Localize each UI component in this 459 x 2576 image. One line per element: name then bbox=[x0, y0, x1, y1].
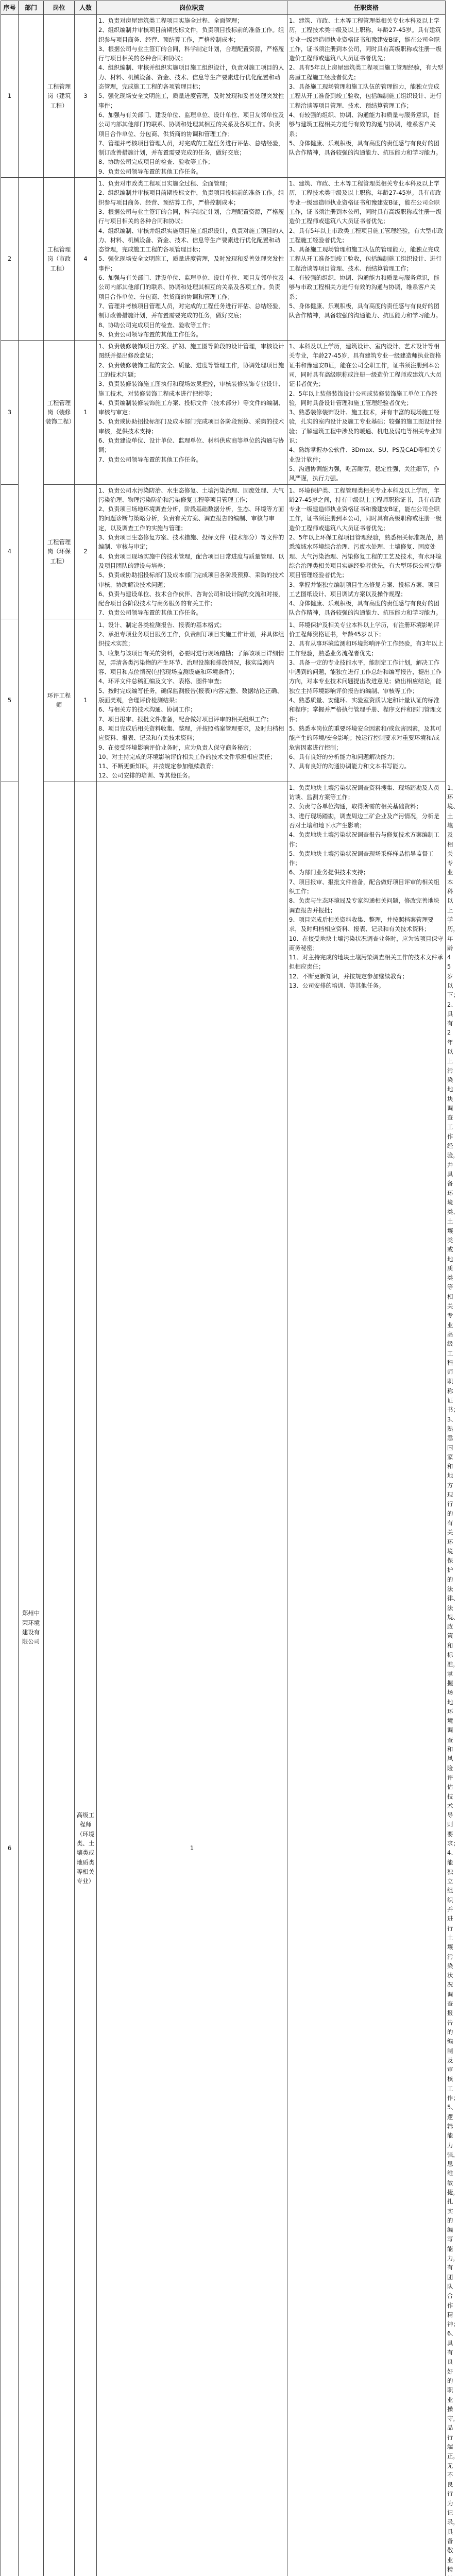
row-seq: 1 bbox=[1, 15, 19, 178]
row-req: 1、环境保护及相关专业本科以上学历，有注册环境影响评价工程师资格证书，年龄45岁以下； 2、具有从事环境监测和环境影响评价工作经验，有3年以上工作经验，熟悉业务流程者优先； 3、具备一定的专业技能水平，能制定工作计划，解决工作中遇到的问题，能独立进行工作总结和编写报告，提出工作方向，对本专业技术问题提出改进意见；做出相应结论，能独立主持环境影响评价报告的编制、审核等工作； 4、熟悉质量、安健环、实验室资质认定和计量认证的标准和程序；掌握并严格执行管理手册、程序文件和部门管理文件； 5、熟悉本岗位的重要环境安全因素和/或危害因素，及其可能产生的环境/安全影响；按运行控制要求对重要环境和/或危害因素进行控制； 6、具有良好的分析能力和问题解决能力； 7、具有良好的沟通协调能力和文本书写能力。 bbox=[287, 619, 446, 782]
row-post: 环评工程师 bbox=[44, 619, 75, 782]
row-count: 1 bbox=[75, 619, 97, 782]
row-seq: 3 bbox=[1, 341, 19, 484]
table-row bbox=[1, 619, 446, 782]
row-duty: 1、负责对房屋建筑类工程项目实施全过程、全面管理； 2、组织编制并审核项目前期投标文件，负责项目投标前的准备工作。组织参与项目商务、经营、预结算工作，严格控制成本； 3、根据公司与业主签订的合同，科学制定计划，合理配置资源，严格履行与项目相关的各种合同和协议； 4、组织编制、审核并组织实施项目施工组织设计，负责对施工项目的人力、材料、机械设备、资金、技术、信息等生产要素进行优化配置和动态管理，完成施工工程的各项管理目标； 5、强化现场安全文明施工，质量进度管理，及时发现和妥善处理突发性事件； 6、加强与有关部门、建设单位、监理单位、设计单位、项目友邻单位及公司内部其他部门的联系、协调和处理其相互的关系及各项工作。负责项目合作单位、分包商、供货商的协调和管理工作； 7、管理并考核项目管理人员，对完成的工程任务进行评估、总结经验，制订改善措施计划，并布置需要完成的任务，做好交底； 8、协助公司完成项目的检查、验收等工作； 9、负责公司领导布置的其他工作任务。 bbox=[97, 15, 287, 178]
row-dept bbox=[19, 178, 44, 341]
table-row bbox=[1, 341, 446, 484]
header-seq: 序号 bbox=[1, 1, 19, 15]
row-count: 4 bbox=[75, 178, 97, 341]
header-dept: 部门 bbox=[19, 1, 44, 15]
header-req: 任职资格 bbox=[287, 1, 446, 15]
department-name: 郑州中荣环境建设有限公司 bbox=[19, 341, 44, 2576]
row-post: 工程管理岗（环保工程） bbox=[44, 484, 75, 619]
row-post: 工程管理岗（建筑工程） bbox=[44, 15, 75, 178]
row-post: 高级工程师（环境类、土壤类或地质类等相关专业） bbox=[75, 782, 97, 2576]
row-post: 工程管理岗（装修装饰工程） bbox=[44, 341, 75, 484]
table-row bbox=[1, 178, 446, 341]
table-row bbox=[1, 484, 446, 619]
row-duty: 1、负责装修装饰项目方案、扩初、施工图等阶段的设计管理，审核设计图纸并提出修改意见； 2、负责装修装饰工程的安全、质量、进度等管理工作，协调处理项目施工的技术问题； 3、负责装修装饰施工图执行和现场效果把控，审核装修装饰专业设计、施工技术，对装修装饰工程成本进行把控等； 4、负责编制装修装饰施工方案、投标文件（技术部分）等文件的编制、审核与审定； 5、负责或协助招投标部门及成本部门完成项目各阶段预算、采购的技术审核，提供技术支持； 6、负责建设单位、设计单位、监理单位、材料供应商等单位的沟通与协调； 7、负责公司领导布置的其他工作任务。 bbox=[97, 341, 287, 484]
table-row: 6 高级工程师（环境类、土壤类或地质类等相关专业） 1 1、负责地块土壤污染状况调查资料搜集、现场踏勘及人员访谈、监测方案等工作； 2、负责与各单位沟通，取得所需的相关基础资料； 3、进行现场踏勘，调查周边工矿企业及产污情况，分析是否对土壤和地下水产生影响； 4、负责地块土壤污染状况调查报告与修复技术方案编制工作； 5、负责地块土壤污染状况调查现场采样样品指导监督工作； 6、为部门业务提供技术支持； 7、项目报审、报批文件准备，配合做好项目评审的相关组织工作； 8、负责与生态环境局及专家沟通相关问题，修改完善地块调查报告并报批； 9、项目完成后相关资料收集、整理，并按照档案管理要求，及时归档相应资料、报表、记录和有关技术资料； 10、在接受地块土壤污染状况调查业务时，应为该项目保守商务秘密； 11、对主持完成的地块土壤污染调查相关工作的技术文件承担相应责任； 12、不断更新知识，并按规定参加继续教育； 13、公司安排的培训、等其他任务。 1、环境、土壤及相关专业本科以上学历，年龄45岁以下； 2、具有2年以上污染地块调查工作经验，并具备环境类、土壤类或地质类等相关专业高级工程师职称证书； 3、熟悉国家和地方现行的有关环境保护的法律、法规、政策和标准，掌握场地环境调查和风险评估技术导则要求； 4、能独立组织并进行土壤污染状况调查报告的编制及审核工作； 5、逻辑能力强，思维敏捷，扎实的编写能力，有团队合作精神； 6、具有良好的职业操守，品行端正，无不良行为记录，具备敬业精 bbox=[1, 782, 446, 2576]
row-count: 1 bbox=[75, 341, 97, 484]
row-seq: 5 bbox=[1, 619, 19, 782]
row-seq: 2 bbox=[1, 178, 19, 341]
row-duty: 1、负责对市政类工程项目实施全过程、全面管理； 2、组织编制并审核项目前期投标文件，负责项目投标前的准备工作。组织参与项目商务、经营、预结算工作，严格控制成本； 3、根据公司与业主签订的合同，科学制定计划，合理配置资源，严格履行与项目相关的各种合同和协议； 4、组织编制、审核并组织实施项目施工组织设计，负责对施工项目的人力、材料、机械设备、资金、技术、信息等生产要素进行优化配置和动态管理，完成施工工程的各项管理目标； 5、强化现场安全文明施工，质量进度管理，及时发现和妥善处理突发性事件； 6、加强与有关部门、建设单位、监理单位、设计单位、项目友邻单位及公司内部其他部门的联系、协调和处理其相互的关系及各项工作。负责项目合作单位、分包商、供货商的协调和管理工作； 7、管理并考核项目管理人员，对完成的工程任务进行评估、总结经验，制订改善措施计划，并布置需要完成的任务，做好交底； 8、协助公司完成项目的检查、验收等工作； 9、负责公司领导布置的其他工作任务。 bbox=[97, 178, 287, 341]
row-count: 1 bbox=[97, 782, 287, 2576]
row-duty: 1、负责公司水污染防治、水生态修复、土壤污染治理、固废处理、大气污染治理、物理污染防治和污染修复工程等项目管理工作； 2、负责项目场地环境调查分析，阶段基础数据分析，生态、环境等方面的问题诊断与策略分析，负责有关方案、调查报告的编制、审核与审定，以及调查工作的实施与管理； 3、负责项目生态修复方案、技术措施、投标文件（技术部分）等文件的编制、审核与审定； 4、负责项目现场实施中的技术管理，配合项目日常进度与质量管理、以及项目团队的建设与培养； 5、负责或协助招投标部门及成本部门完成项目各阶段预算、采购的技术审核，协助解决技术问题； 6、负责与建设单位、技术合作伙伴、咨询公司和设计院的交流和对接，配合项目各阶段技术与商务服务的有关工作； 7、负责公司领导布置的其他工作任务。 bbox=[97, 484, 287, 619]
row-seq: 6 bbox=[1, 782, 19, 2576]
table-row bbox=[1, 15, 446, 178]
row-dept bbox=[19, 15, 44, 178]
row-seq: 4 bbox=[1, 484, 19, 619]
row-req: 1、本科及以上学历，建筑设计、室内设计、艺术设计等相关专业，年龄27-45岁，具有建筑专业一级建造师执业资格证书和豫建安B证，能在公司全职工作，证书须注册到本公司，同时具有高级职称或注册一级造价工程师或建筑八大员证书者优先； 2、5年以上装修装饰设计公司或装修装饰施工单位工作经验，同时具备设计管理和施工管理经验者优先； 3、熟悉装修装饰设计、施工技术，并有丰富的现场施工经验，扎实的室内设计及施工专业基础；较强的施工图设计经验；了解建筑工程中涉及的暖通、机电及弱电等相关专业知识； 4、熟练掌握办公软件、3Dmax、SU、PS及CAD等相关专业设计软件； 5、沟通协调能力强，吃苦耐劳，稳定性强，关注细节，作风严谨，执行力强。 bbox=[287, 341, 446, 484]
recruitment-table bbox=[1, 1, 459, 2576]
row-count: 2 bbox=[75, 484, 97, 619]
row-duty: 1、负责地块土壤污染状况调查资料搜集、现场踏勘及人员访谈、监测方案等工作； 2、负责与各单位沟通，取得所需的相关基础资料； 3、进行现场踏勘，调查周边工矿企业及产污情况，分析是否对土壤和地下水产生影响； 4、负责地块土壤污染状况调查报告与修复技术方案编制工作； 5、负责地块土壤污染状况调查现场采样样品指导监督工作； 6、为部门业务提供技术支持； 7、项目报审、报批文件准备，配合做好项目评审的相关组织工作； 8、负责与生态环境局及专家沟通相关问题，修改完善地块调查报告并报批； 9、项目完成后相关资料收集、整理，并按照档案管理要求，及时归档相应资料、报表、记录和有关技术资料； 10、在接受地块土壤污染状况调查业务时，应为该项目保守商务秘密； 11、对主持完成的地块土壤污染调查相关工作的技术文件承担相应责任； 12、不断更新知识，并按规定参加继续教育； 13、公司安排的培训、等其他任务。 bbox=[287, 782, 446, 2576]
row-req: 1、建筑、市政、土木等工程管理类相关专业本科及以上学历，工程技术类中级及以上职称，年龄27-45岁。具有建筑专业一级建造师执业资格证书和豫建安B证，能在公司全职工作，证书须注册到本公司，同时具有高级职称或注册一级造价工程师或建筑八大员证书者优先； 2、具有5年以上房屋建筑类工程项目施工管理经验，有大型房屋工程施工经验者优先； 3、具备施工现场管理和施工队伍的管理能力，能独立完成工程从开工准备到竣工验收，包括编制施工组织设计、进行工程洽谈等项目管理、技术、预结算管理工作； 4、有较强的组织、协调、沟通能力和质量与服务意识，能够与建筑工程相关方进行有效的沟通与协调，维系客户关系； 5、身体健康、乐观积极，具有高度的责任感与有良好的团队合作精神，具备较强的沟通能力、抗压能力和学习能力。 bbox=[287, 15, 446, 178]
header-post: 岗位 bbox=[44, 1, 75, 15]
row-duty: 1、设计、制定各类检测报告、报表的基本格式； 2、承担专项业务项目服务工作，负责制订项目实施工作计划，并具体组织技术实施； 3、收集与该项目有关的资料，必要时进行现场踏勘；了解该项目详细情况，弄清各类污染物的产生环节、治理设施和排放情况，核实监测内容、项目和点位情况(包括现场监测设施和环境条件)； 4、环评文件总稿汇编及文字、表格、图件审查； 5、按时完成编写任务，确保监测报告(报表)内容完整、数据结论正确、版面美观，合理评价检测结果； 6、与相关方的技术沟通、协调工作； 7、项目报审、报批文件准备，配合做好项目评审的相关组织工作； 8、项目完成后相关资料收集、整理，并按照档案管理要求，及时归档相应资料、报表、记录和有关技术资料； 9、在接受环境影响评价业务时，应为负责人保守商务秘密； 10、对主持完成的环境影响评价相关工作的技术文件承担相应责任； 11、不断更新知识，并按规定参加继续教育； 12、公司安排的培训、等其他任务。 bbox=[97, 619, 287, 782]
row-req: 1、环境保护类、工程管理类相关专业本科及以上学历，年龄27-45岁之间，持有中级以上工程师职称证书，具有市政专业一级建造师执业资格证书和豫建安B证，能在公司全职工作，证书须注册到本公司，同时具有高级职称或注册一级造价工程师或建筑八大员证书者优先； 2、5年以上环保工程项目管理经验，熟悉相关标准规范，熟悉流域水环境综合治理、污废水处理、土壤修复、固废处理、大气污染治理、污染修复工程的工艺及技术，有水环境综合治理类相关项目实施经验者优先，有大型环保公司完整项目管理经验者优先； 3、掌握并能独立编制项目生态修复方案、投标方案、项目工艺图纸设计、项目调试方案以及操作规程； 4、身体健康、乐观积极，具有高度的责任感与有良好的团队合作精神，具备较强的沟通能力、抗压能力和学习能力。 bbox=[287, 484, 446, 619]
row-post: 工程管理岗（市政工程） bbox=[44, 178, 75, 341]
header-row bbox=[1, 1, 446, 15]
row-count: 3 bbox=[75, 15, 97, 178]
header-duty: 岗位职责 bbox=[97, 1, 287, 15]
row-dept bbox=[44, 782, 75, 2576]
row-req: 1、建筑、市政、土木等工程管理类相关专业本科及以上学历，工程技术类中级及以上职称，年龄27-45岁。具有市政专业一级建造师执业资格证书和豫建安B证，能在公司全职工作，证书须注册到本公司，同时具有高级职称或注册一级造价工程师或建筑八大员证书者优先； 2、具有5年以上市政类工程项目施工管理经验，有大型市政工程施工经验者优先； 3、具备施工现场管理和施工队伍的管理能力，能独立完成工程从开工准备到竣工验收，包括编制施工组织设计、进行工程洽谈等项目管理、技术、预结算管理工作； 4、有较强的组织、协调、沟通能力和质量与服务意识，能够与市政工程相关方进行有效的沟通与协调，维系客户关系； 5、身体健康、乐观积极，具有高度的责任感与有良好的团队合作精神，具备较强的沟通能力、抗压能力和学习能力。 bbox=[287, 178, 446, 341]
header-count: 人数 bbox=[75, 1, 97, 15]
